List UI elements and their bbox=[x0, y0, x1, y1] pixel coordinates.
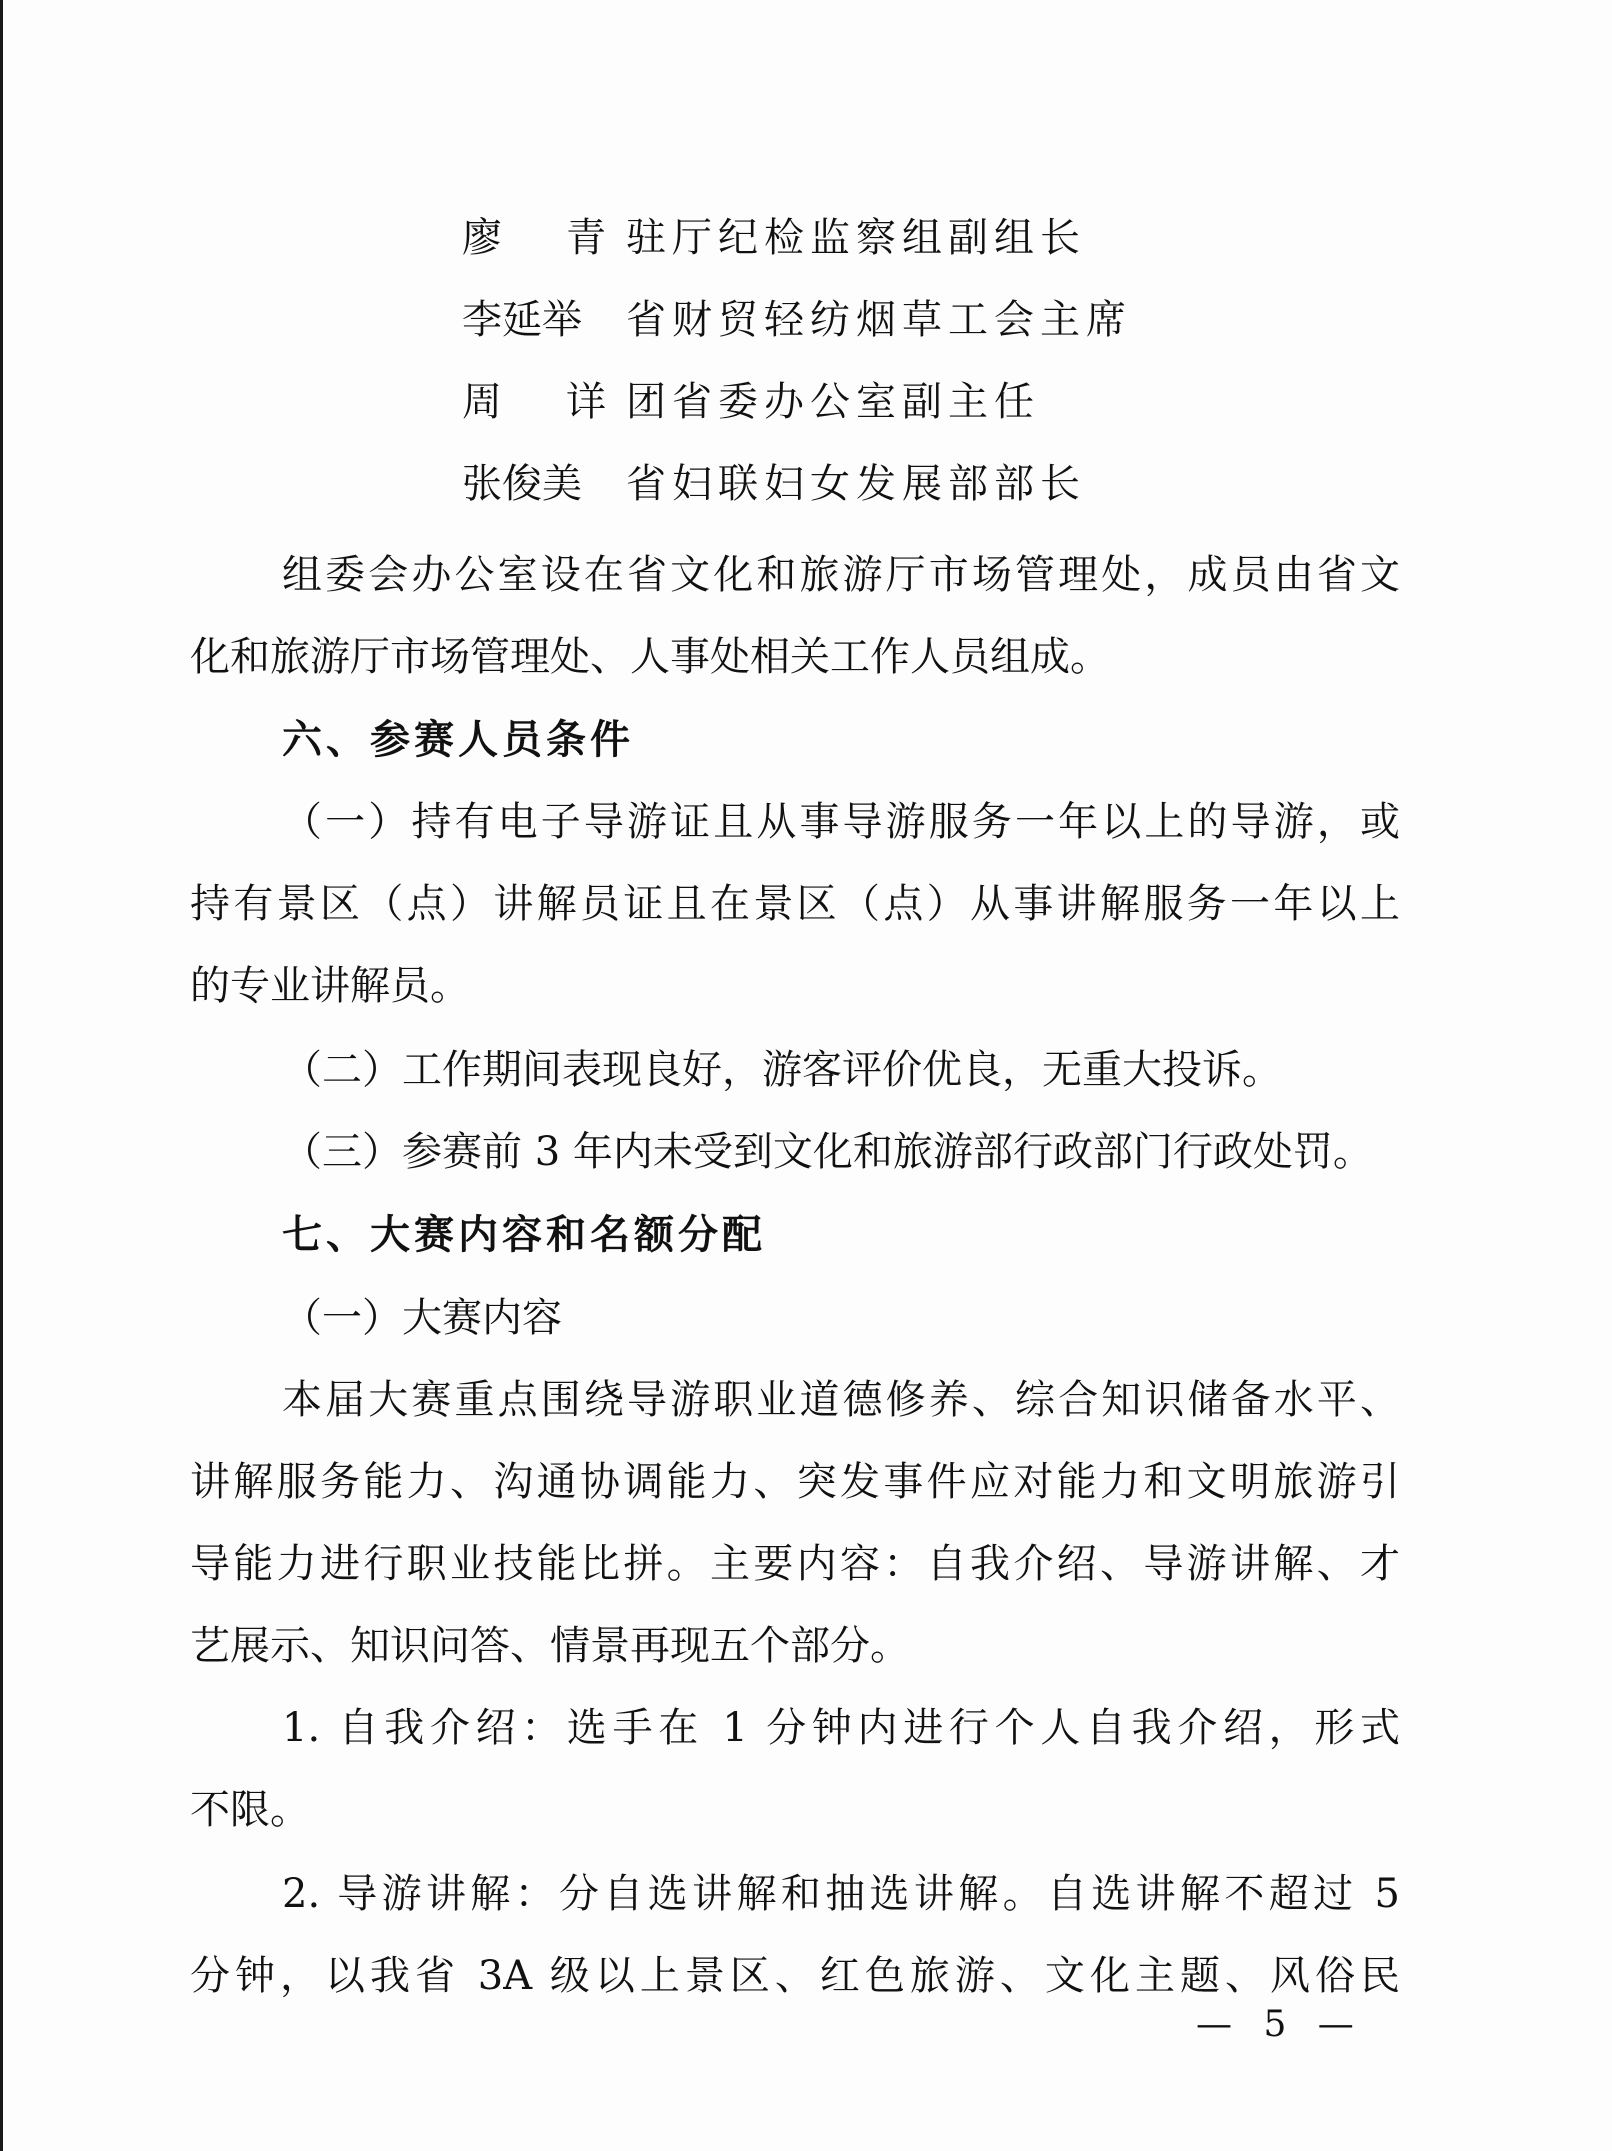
member-role: 省妇联妇女发展部部长 bbox=[626, 461, 1086, 507]
paragraph-line: 组委会办公室设在省文化和旅游厅市场管理处，成员由省文 bbox=[282, 552, 1400, 598]
paragraph-line: 导能力进行职业技能比拼。主要内容：自我介绍、导游讲解、才 bbox=[190, 1541, 1400, 1587]
member-name: 廖 青 bbox=[462, 215, 618, 261]
paragraph-line: 持有景区（点）讲解员证且在景区（点）从事讲解服务一年以上 bbox=[190, 881, 1400, 927]
page-number: — 5 — bbox=[1196, 2004, 1364, 2045]
paragraph-line: 的专业讲解员。 bbox=[190, 963, 470, 1009]
section-heading: 六、参赛人员条件 bbox=[282, 717, 634, 763]
paragraph-line: 不限。 bbox=[190, 1787, 310, 1833]
section-heading: 七、大赛内容和名额分配 bbox=[282, 1212, 766, 1258]
paragraph-line: 化和旅游厅市场管理处、人事处相关工作人员组成。 bbox=[190, 634, 1110, 680]
member-row bbox=[462, 374, 1040, 430]
member-role: 团省委办公室副主任 bbox=[626, 379, 1040, 425]
paragraph-line: 本届大赛重点围绕导游职业道德修养、综合知识储备水平、 bbox=[282, 1377, 1400, 1423]
paragraph-line: （二）工作期间表现良好，游客评价优良，无重大投诉。 bbox=[282, 1047, 1282, 1093]
paragraph-line: 艺展示、知识问答、情景再现五个部分。 bbox=[190, 1623, 910, 1669]
paragraph-line: （三）参赛前 3 年内未受到文化和旅游部行政部门行政处罚。 bbox=[282, 1129, 1373, 1175]
member-role: 省财贸轻纺烟草工会主席 bbox=[626, 297, 1132, 343]
paragraph-line: 分钟，以我省 3A 级以上景区、红色旅游、文化主题、风俗民 bbox=[190, 1953, 1400, 1999]
member-role: 驻厅纪检监察组副组长 bbox=[626, 215, 1086, 261]
paragraph-line: 1. 自我介绍：选手在 1 分钟内进行个人自我介绍，形式 bbox=[282, 1705, 1400, 1751]
member-name: 李延举 bbox=[462, 297, 582, 343]
member-row bbox=[462, 292, 1132, 348]
subsection-heading: （一）大赛内容 bbox=[282, 1295, 562, 1341]
page-edge bbox=[0, 0, 3, 2151]
member-name: 张俊美 bbox=[462, 461, 582, 507]
member-row bbox=[462, 210, 1086, 266]
member-row bbox=[462, 456, 1086, 512]
paragraph-line: （一）持有电子导游证且从事导游服务一年以上的导游，或 bbox=[282, 799, 1400, 845]
paragraph-line: 讲解服务能力、沟通协调能力、突发事件应对能力和文明旅游引 bbox=[190, 1459, 1400, 1505]
member-name: 周 详 bbox=[462, 379, 618, 425]
paragraph-line: 2. 导游讲解：分自选讲解和抽选讲解。自选讲解不超过 5 bbox=[282, 1871, 1400, 1917]
